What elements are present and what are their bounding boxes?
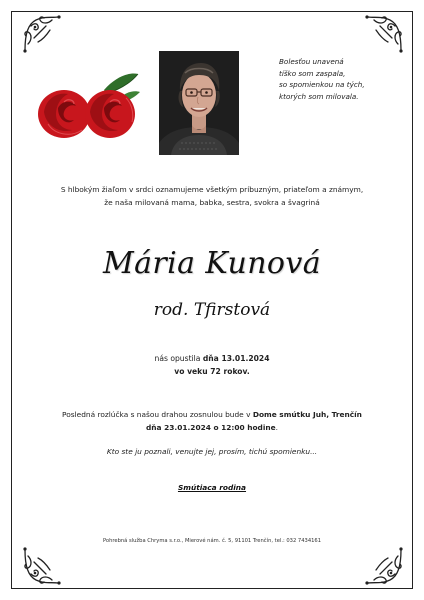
maiden-name: rod. Tfirstová [153,300,271,320]
mourning-family [20,482,404,494]
funeral-service-footer: Pohrebná služba Chryma s.r.o., Mierové nám. č. 5, 91101 Trenčín, tel.: 032 7434161 [102,538,322,544]
poem-line: ktorých som milovala. [279,91,359,101]
flourish-corner-icon [364,546,404,586]
funeral-suffix: . [275,423,278,433]
age-line: vo veku 72 rokov. [174,367,250,377]
death-date: dňa 13.01.2024 [202,354,270,363]
funeral-date-time: dňa 23.01.2024 o 12:00 hodine [146,423,276,433]
funeral-place-line [20,408,404,421]
funeral-place: Dome smútku Juh, Trenčín [252,410,362,419]
announcement-line: že naša milovaná mama, babka, sestra, svokra a švagriná [104,198,320,208]
flourish-corner-icon [22,14,62,54]
death-details [20,352,404,378]
funeral-time-line [20,421,404,434]
poem-line: tíško som zaspala, [279,68,346,78]
deceased-name: Mária Kunová [102,246,322,281]
remembrance-quote: Kto ste ju poznali, venujte jej, prosím, tichú spomienku... [106,447,318,456]
announcement-text [20,183,404,209]
death-prefix: nás opustila [154,354,203,363]
flourish-corner-icon [364,14,404,54]
announcement-line: S hlbokým žiaľom v srdci oznamujeme všetkým príbuzným, priateľom a známym, [60,185,364,194]
poem-line: Bolesťou unavená [279,57,344,66]
portrait-photo [159,51,239,155]
memorial-poem [279,56,409,102]
funeral-details [20,408,404,434]
family-signature: Smútiaca rodina [177,483,247,492]
red-roses-icon [34,68,142,142]
death-date-line [20,352,404,365]
funeral-prefix: Posledná rozlúčka s našou drahou zosnulou bude v [62,410,253,419]
poem-line: so spomienkou na tých, [279,80,365,90]
flourish-corner-icon [22,546,62,586]
